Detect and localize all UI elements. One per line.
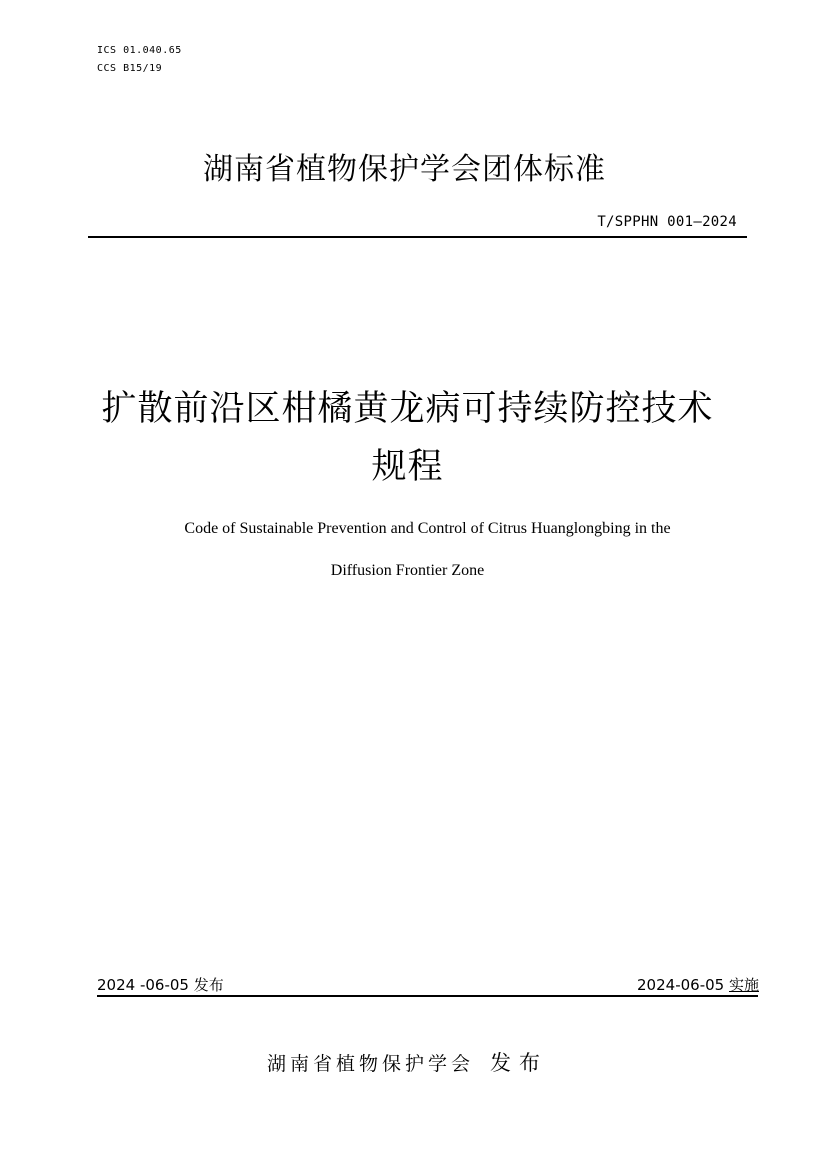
organization-standard-title	[0, 148, 815, 192]
bottom-divider	[97, 995, 758, 997]
implementation-label: 实施	[728, 976, 759, 994]
english-title	[0, 508, 815, 592]
publisher-action: 发布	[490, 1051, 548, 1075]
english-title-line-2: Diffusion Frontier Zone	[330, 562, 485, 579]
english-title-line-1: Code of Sustainable Prevention and Control of Citrus Huanglongbing in the	[184, 520, 671, 537]
issue-date: 2024 -06-05 发布	[97, 976, 224, 994]
publisher-organization: 湖南省植物保护学会	[266, 1053, 474, 1075]
standard-number: T/SPPHN 001—2024	[597, 214, 737, 230]
document-title	[0, 380, 815, 496]
document-title-line-1: 扩散前沿区柑橘黄龙病可持续防控技术	[101, 389, 714, 429]
classification-codes	[97, 42, 182, 78]
implementation-date-value: 2024-06-05	[637, 976, 725, 994]
organization-standard-title-text: 湖南省植物保护学会团体标准	[203, 152, 606, 187]
implementation-date	[637, 975, 759, 995]
document-title-line-2: 规程	[371, 447, 444, 487]
ccs-code: CCS B15/19	[97, 63, 163, 74]
top-divider	[88, 236, 747, 238]
ics-code: ICS 01.040.65	[97, 45, 182, 56]
publisher-line	[0, 1048, 815, 1079]
